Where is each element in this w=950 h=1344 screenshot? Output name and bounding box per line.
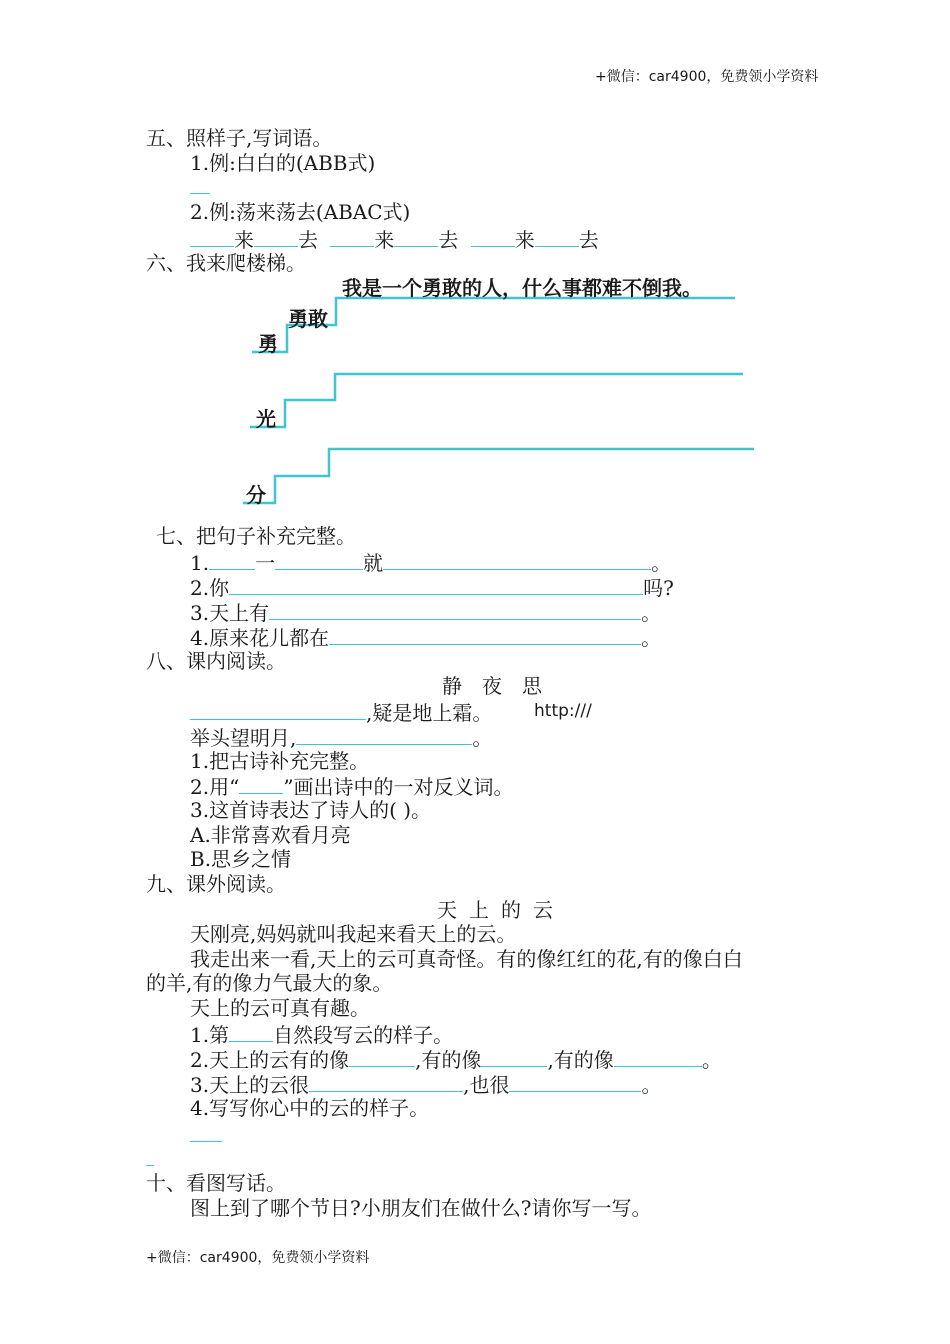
stair-line-3 xyxy=(243,449,754,503)
poem-line-2 xyxy=(190,724,492,750)
poem-blank-1[interactable] xyxy=(190,699,366,720)
s1-end: 。 xyxy=(651,551,672,575)
section-8-title: 八、课内阅读。 xyxy=(146,649,286,673)
s4-blank[interactable] xyxy=(329,624,641,645)
sec7-sentence-4 xyxy=(190,624,661,650)
sec9-q1-blank[interactable] xyxy=(229,1021,273,1042)
sec9-q4: 4.写写你心中的云的样子。 xyxy=(190,1096,430,1120)
sec9-q3-end: 。 xyxy=(641,1073,662,1097)
sec9-q3-prefix: 3.天上的云很 xyxy=(190,1073,310,1097)
header-note: +微信：car4900，免费领小学资料 xyxy=(595,69,819,85)
sec9-q2-blank-2[interactable] xyxy=(481,1046,547,1067)
lai-char: 来 xyxy=(374,228,395,252)
s1-jiu: 就 xyxy=(363,551,384,575)
sec9-q1-suffix: 自然段写云的样子。 xyxy=(273,1023,454,1047)
lai-char: 来 xyxy=(514,228,535,252)
passage-p1: 天刚亮,妈妈就叫我起来看天上的云。 xyxy=(190,922,517,946)
sec7-sentence-3 xyxy=(190,599,661,625)
q2-suffix: ”画出诗中的一对反义词。 xyxy=(283,775,514,799)
sec7-sentence-2 xyxy=(190,574,674,600)
section-7-title: 七、把句子补充完整。 xyxy=(156,524,356,548)
section-10-title: 十、看图写话。 xyxy=(146,1171,286,1195)
stair2-low-word: 光 xyxy=(256,407,276,431)
stair-sentence: 我是一个勇敢的人，什么事都难不倒我。 xyxy=(342,276,702,300)
s1-prefix: 1. xyxy=(190,551,210,575)
sec9-q3-mid: ,也很 xyxy=(463,1073,510,1097)
stair1-low-word: 勇 xyxy=(258,332,278,356)
sec8-option-a[interactable]: A.非常喜欢看月亮 xyxy=(190,823,351,847)
s2-end: 吗? xyxy=(643,576,674,600)
s2-prefix: 2.你 xyxy=(190,576,230,600)
sec8-q3: 3.这首诗表达了诗人的( )。 xyxy=(190,798,432,822)
qu-char: 去 xyxy=(578,228,599,252)
sec9-q2-blank-3[interactable] xyxy=(614,1046,702,1067)
sec9-q2-mid1: ,有的像 xyxy=(415,1048,482,1072)
stairs-drawing xyxy=(0,0,950,520)
poem-line-1 xyxy=(190,699,492,725)
section-6-title: 六、我来爬楼梯。 xyxy=(146,251,306,275)
sec9-q3 xyxy=(190,1071,661,1097)
poem-line1-suffix: ,疑是地上霜。 xyxy=(366,701,493,725)
s3-end: 。 xyxy=(641,601,662,625)
stair3-low-word: 分 xyxy=(246,483,266,507)
sec9-q4-blank[interactable] xyxy=(190,1141,222,1142)
passage-p3: 天上的云可真有趣。 xyxy=(190,996,370,1020)
sec9-q2-blank-1[interactable] xyxy=(349,1046,415,1067)
sec9-q2 xyxy=(190,1046,722,1072)
passage-p2b: 的羊,有的像力气最大的象。 xyxy=(146,971,393,995)
sec9-q2-prefix: 2.天上的云有的像 xyxy=(190,1048,350,1072)
s1-blank-b[interactable] xyxy=(275,549,363,570)
sec5-item1: 1.例:白白的(ABB式) xyxy=(190,151,376,175)
sec9-q3-blank-2[interactable] xyxy=(509,1071,641,1092)
sec9-q1-prefix: 1.第 xyxy=(190,1023,230,1047)
poem-line2-end: 。 xyxy=(472,726,493,750)
sec9-q2-mid2: ,有的像 xyxy=(547,1048,614,1072)
sec10-prompt: 图上到了哪个节日?小朋友们在做什么?请你写一写。 xyxy=(190,1196,652,1220)
sec5-item2: 2.例:荡来荡去(ABAC式) xyxy=(190,200,411,224)
s2-blank[interactable] xyxy=(229,574,643,595)
poem-line2-prefix: 举头望明月, xyxy=(190,726,297,750)
sec8-q1: 1.把古诗补充完整。 xyxy=(190,749,370,773)
sec9-q1 xyxy=(190,1021,453,1047)
q2-prefix: 2.用“ xyxy=(190,775,240,799)
footer-note: +微信：car4900，免费领小学资料 xyxy=(146,1250,370,1266)
passage-p2a: 我走出来一看,天上的云可真奇怪。有的像红红的花,有的像白白 xyxy=(190,947,743,971)
url-text: http:/// xyxy=(534,701,592,721)
section-5-title: 五、照样子,写词语。 xyxy=(146,126,333,150)
passage-title: 天上的云 xyxy=(437,898,565,922)
sec9-q2-end: 。 xyxy=(701,1048,722,1072)
sec8-option-b[interactable]: B.思乡之情 xyxy=(190,847,292,871)
qu-char: 去 xyxy=(438,228,459,252)
poem-title: 静夜思 xyxy=(442,674,562,698)
s1-yi: 一 xyxy=(255,551,276,575)
section-9-title: 九、课外阅读。 xyxy=(146,872,286,896)
s4-end: 。 xyxy=(641,626,662,650)
s3-blank[interactable] xyxy=(269,599,641,620)
lai-char: 来 xyxy=(234,228,254,252)
qu-char: 去 xyxy=(298,228,318,252)
s3-prefix: 3.天上有 xyxy=(190,601,270,625)
sec9-q4-blank-cont[interactable] xyxy=(146,1165,154,1166)
s1-blank-a[interactable] xyxy=(209,549,255,570)
sec7-sentence-1 xyxy=(190,549,671,575)
sec9-q3-blank-1[interactable] xyxy=(309,1071,463,1092)
s4-prefix: 4.原来花儿都在 xyxy=(190,626,330,650)
q2-sample-line xyxy=(239,773,283,794)
stair-line-2 xyxy=(250,374,743,427)
s1-blank-c[interactable] xyxy=(383,549,651,570)
stair1-high-word: 勇敢 xyxy=(288,307,328,331)
poem-blank-2[interactable] xyxy=(296,724,472,745)
sec8-q2 xyxy=(190,773,514,799)
